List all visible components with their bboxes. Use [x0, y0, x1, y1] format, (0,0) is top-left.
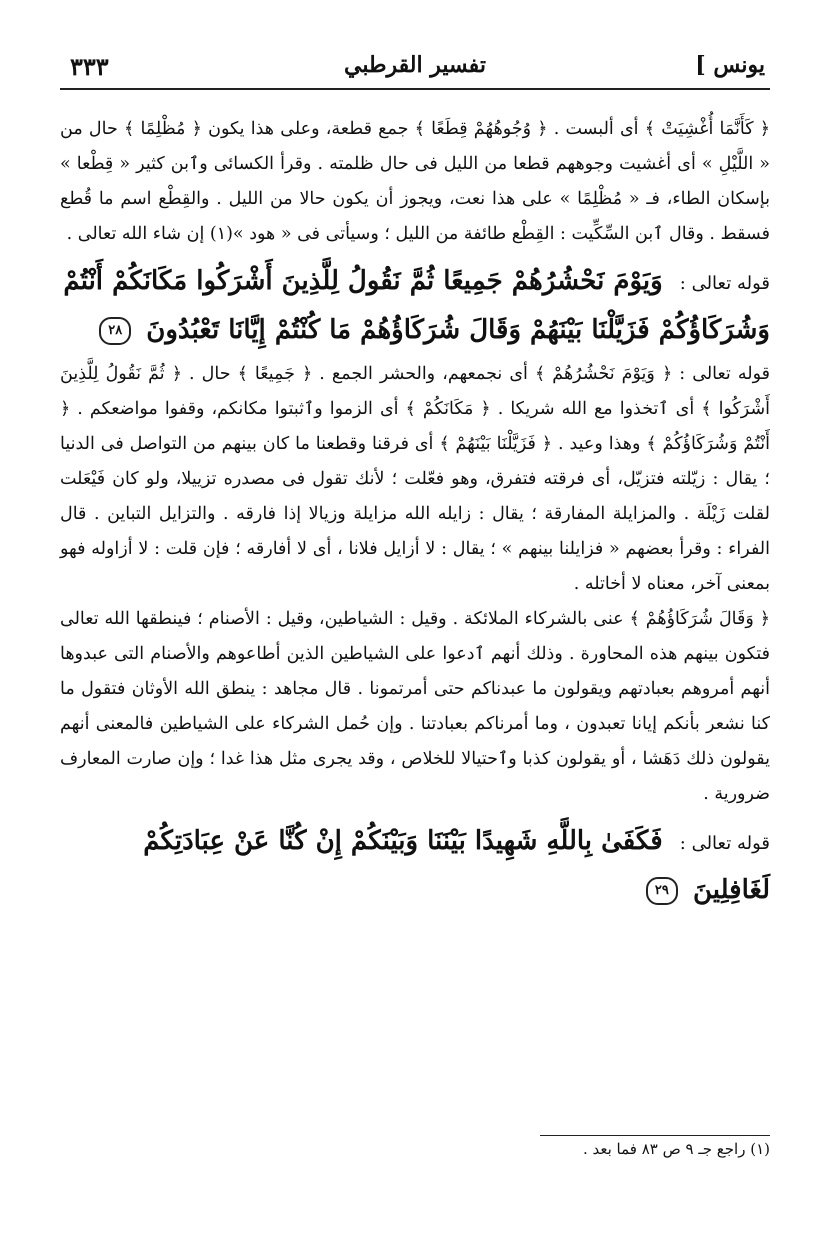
footnote-rule [540, 1135, 770, 1136]
page-header [60, 52, 770, 92]
commentary-paragraph: قوله تعالى : ﴿ وَيَوْمَ نَحْشُرُهُمْ ﴾ أى نجمعهم، والحشر الجمع . ﴿ جَمِيعًا ﴾ حال . ﴿ ثُمَّ نَقُولُ لِلَّذِينَ أَشْرَكُوا ﴾ أى ٱتخذوا مع الله شريكا . ﴿ مَكَانَكُمْ ﴾ أى الزموا وٱثبتوا مكانكم، وقفوا مواضعكم . ﴿ أَنْتُمْ وَشُرَكَاؤُكُمْ ﴾ وهذا وعيد . ﴿ فَزَيَّلْنَا بَيْنَهُمْ ﴾ أى فرقنا وقطعنا ما كان بينهم من التواصل فى الدنيا ؛ يقال : زيّلته فتزيّل، أى فرقته فتفرق، وهو فعّلت ؛ لأنك تقول فى مصدره تزييلا، ولو كان فَيْعَلت لقلت زَيْلَة . والمزايلة المفارقة ؛ يقال : زايله الله مزايلة وزيالا إذا فارقه . والتزايل التباين . قال الفراء : وقرأ بعضهم « فزايلنا بينهم » ؛ يقال : لا أزايل فلانا ، أى لا أفارقه ؛ فإن قلت : لا أزاوله فهو بمعنى آخر، معناه لا أخاتله . [60, 364, 770, 594]
book-page [60, 40, 770, 1220]
verse-text: وَيَوْمَ نَحْشُرُهُمْ جَمِيعًا ثُمَّ نَقُولُ لِلَّذِينَ أَشْرَكُوا مَكَانَكُمْ أَنْتُمْ وَشُرَكَاؤُكُمْ فَزَيَّلْنَا بَيْنَهُمْ وَقَالَ شُرَكَاؤُهُمْ مَا كُنْتُمْ إِيَّانَا تَعْبُدُونَ [63, 266, 770, 345]
footnote: (١) راجع جـ ٩ ص ٨٣ فما بعد . [582, 1140, 770, 1158]
page-number: ٣٣٣ [70, 52, 109, 81]
page-body [60, 112, 770, 917]
verse-text: فَكَفَىٰ بِاللَّهِ شَهِيدًا بَيْنَنَا وَبَيْنَكُمْ إِنْ كُنَّا عَنْ عِبَادَتِكُمْ لَغَافِلِينَ [143, 826, 770, 905]
quran-verse-29 [60, 818, 770, 913]
ayah-number-badge: ٢٩ [646, 877, 678, 905]
quran-verse-28 [60, 258, 770, 353]
book-title: تفسير القرطبي [344, 52, 486, 78]
ayah-number-badge: ٢٨ [99, 317, 131, 345]
verse-intro: قوله تعالى : [679, 833, 770, 854]
commentary-paragraph: ﴿ وَقَالَ شُرَكَاؤُهُمْ ﴾ عنى بالشركاء الملائكة . وقيل : الشياطين، وقيل : الأصنام ؛ فينطقها الله تعالى فتكون بينهم هذه المحاورة . وذلك أنهم ٱدعوا على الشياطين الذين أطاعوهم والأصنام التى عبدوها أنهم أمروهم بعبادتهم ويقولون ما عبدناكم حتى أمرتمونا . قال مجاهد : ينطق الله الأوثان فتقول ما كنا نشعر بأنكم إيانا تعبدون ، وما أمرناكم بعبادتنا . وإن حُمل الشركاء على الشياطين فالمعنى أنهم يقولون ذلك دَهَشا ، أو يقولون كذبا وٱحتيالا للخلاص ، وقد يجرى مثل هذا غدا ؛ وإن صارت المعارف ضرورية . [60, 609, 770, 804]
surah-label: يونس ] [695, 52, 765, 78]
commentary-paragraph: ﴿ كَأَنَّمَا أُغْشِيَتْ ﴾ أى ألبست . ﴿ وُجُوهُهُمْ قِطَعًا ﴾ جمع قطعة، وعلى هذا يكون ﴿ مُظْلِمًا ﴾ حال من « اللَّيْلِ » أى أغشيت وجوههم قطعا من الليل فى حال ظلمته . وقرأ الكسائى وٱبن كثير « قِطْعا » بإسكان الطاء، فـ « مُظْلِمًا » على هذا نعت، ويجوز أن يكون حالا من الليل . والقِطْع اسم ما قُطع فسقط . وقال ٱبن السِّكِّيت : القِطْع طائفة من الليل ؛ وسيأتى فى « هود »(١) إن شاء الله تعالى . [60, 119, 770, 244]
verse-intro: قوله تعالى : [679, 273, 770, 294]
header-rule [60, 88, 770, 90]
